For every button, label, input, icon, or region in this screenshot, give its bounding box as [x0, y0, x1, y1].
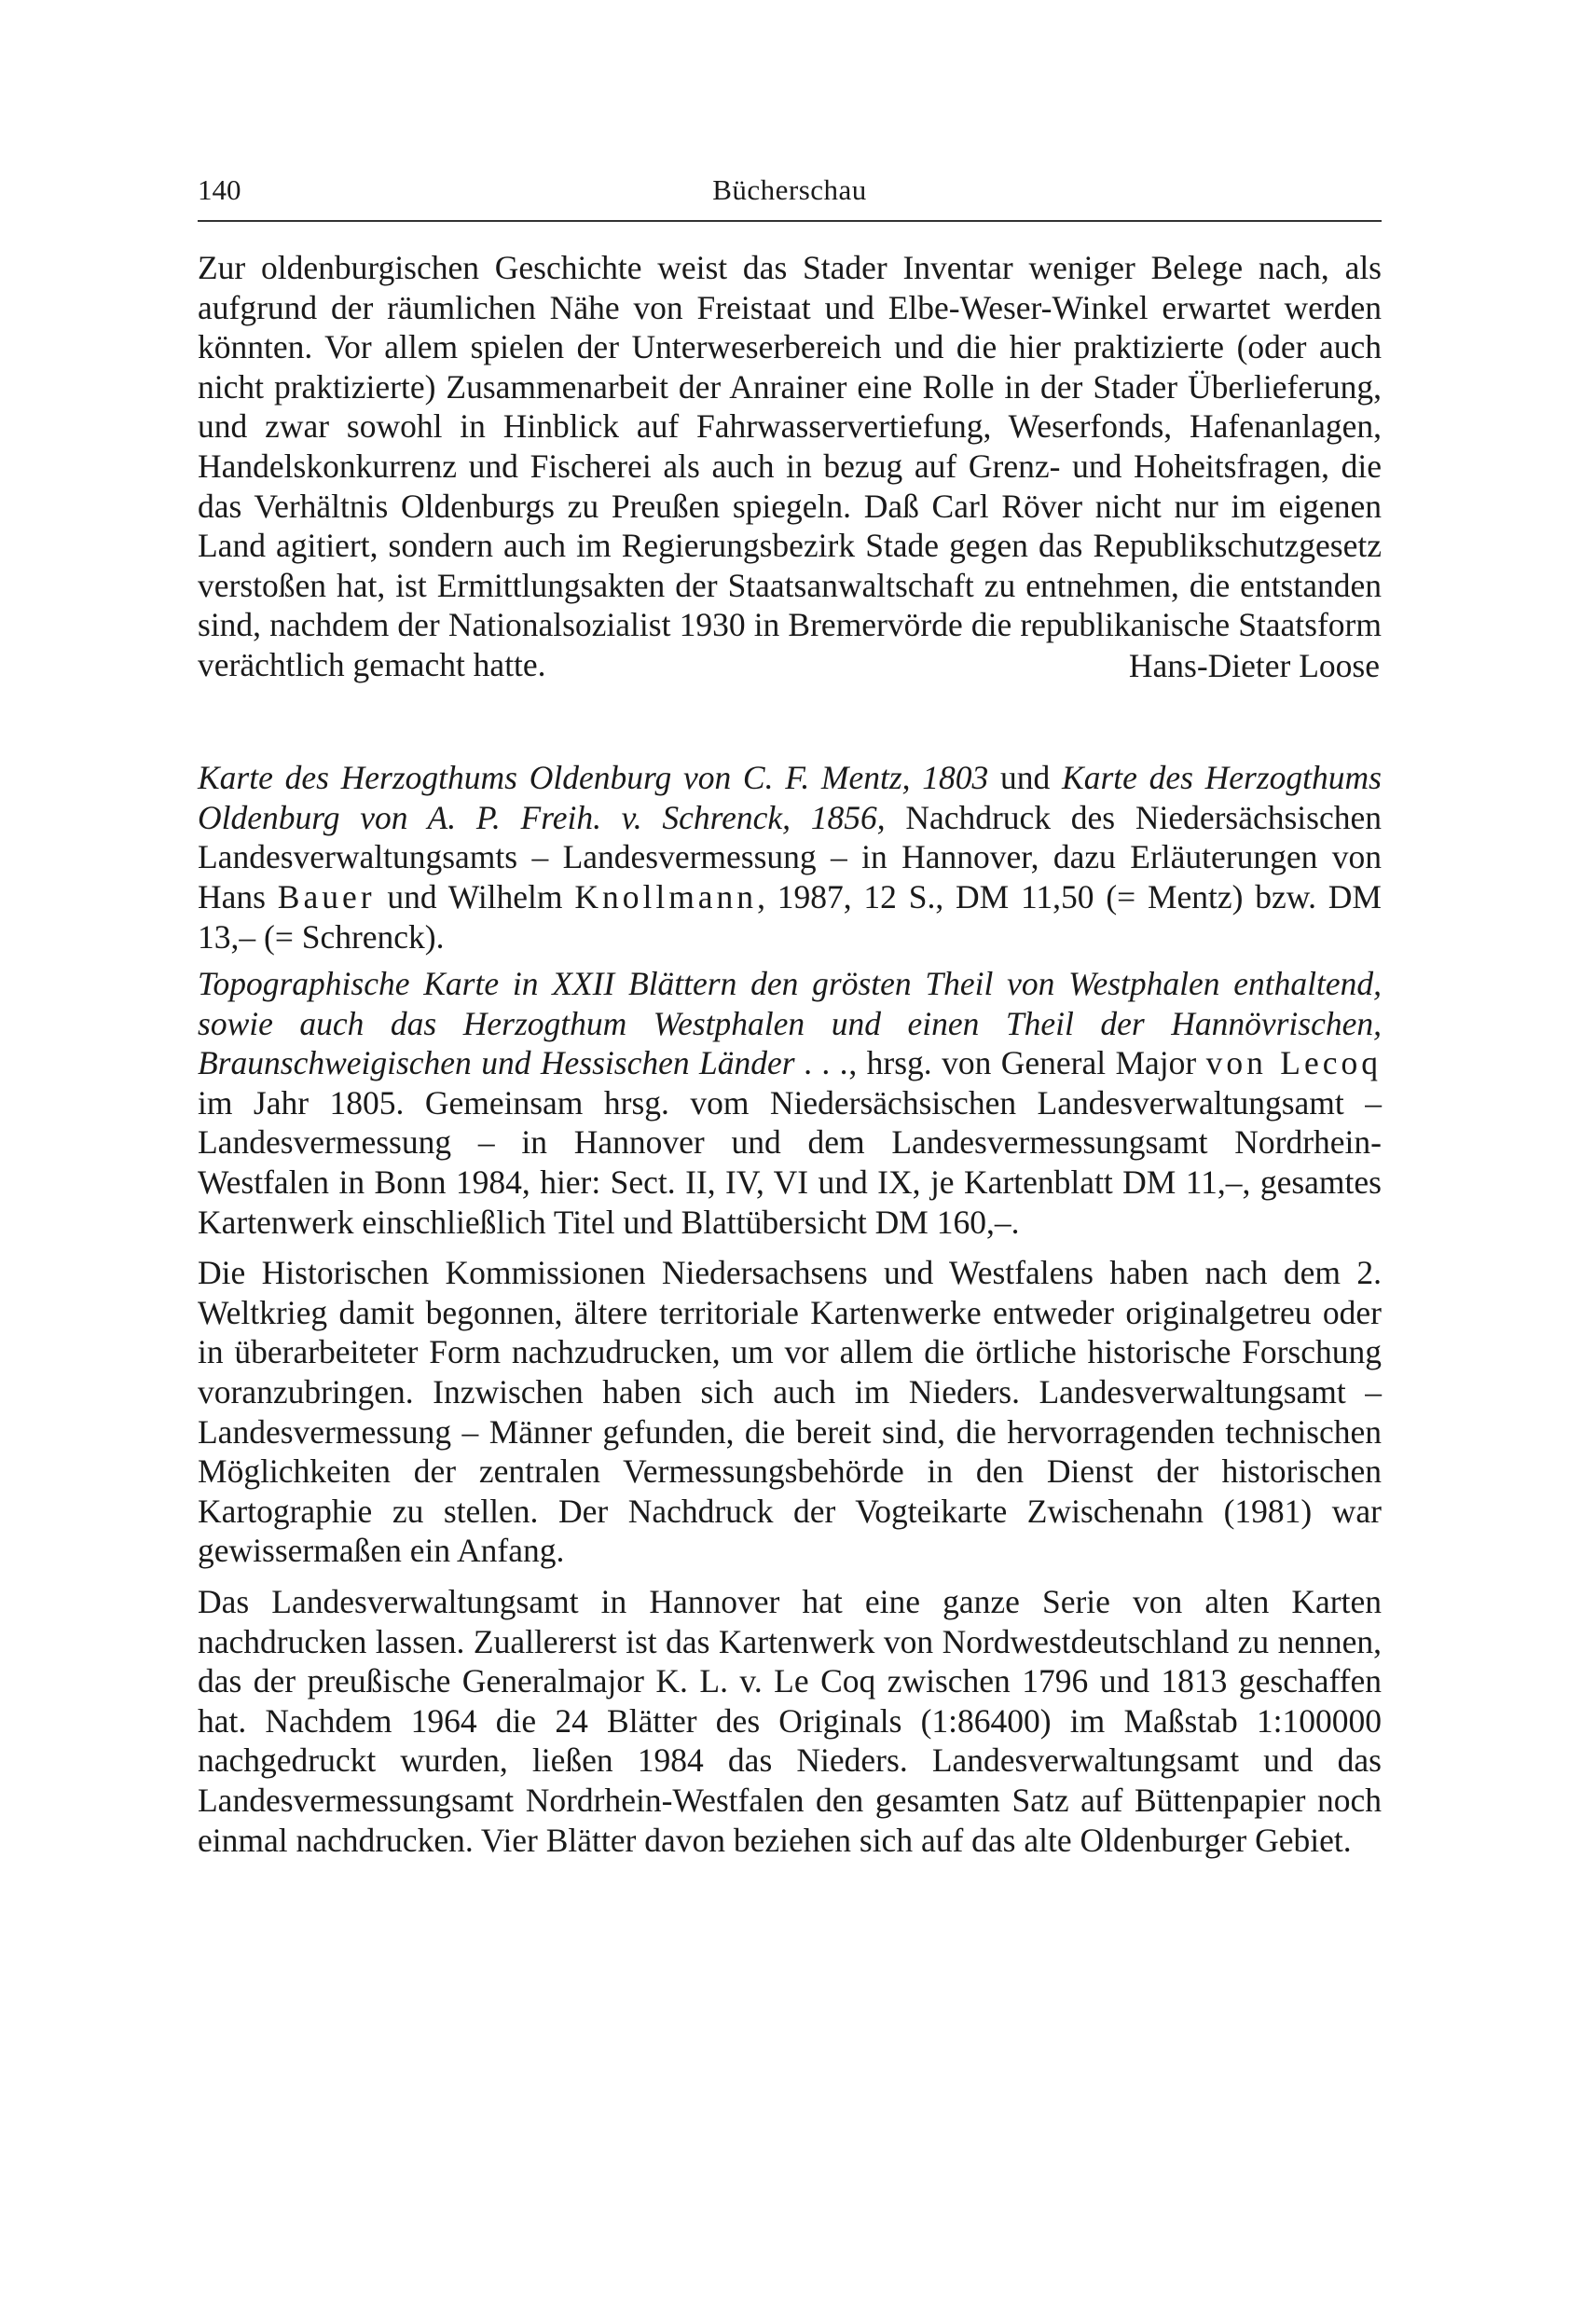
bibliographic-entry-oldenburg-maps	[198, 758, 1382, 956]
review-author: Hans-Dieter Loose	[1128, 646, 1380, 684]
conjunction: und	[988, 759, 1063, 797]
review-historische-karten	[198, 758, 1382, 1860]
review-paragraph: Das Landesverwaltungsamt in Hannover hat eine ganze Serie von alten Karten nachdrucken lassen. Zuallererst ist das Kartenwerk von Nordwestdeutschland zu nennen, das der preußische Generalmajor K. L. v. Le Coq zwischen 1796 und 1813 geschaffen hat. Nachdem 1964 die 24 Blätter des Originals (1:86400) im Maßstab 1:100000 nachgedruckt wurden, ließen 1984 das Nieders. Landesverwaltungsamt und das Landesvermessungsamt Nordrhein-Westfalen den gesamten Satz auf Büttenpapier noch einmal nachdrucken. Vier Blätter davon beziehen sich auf das alte Oldenburger Gebiet.	[198, 1583, 1382, 1859]
book-title-topographische-karte: Topographische Karte in XXII Blättern den grösten Theil von Westphalen enthaltend, sowie auch das Herzogthum Westphalen und einen Theil der Hannövrischen, Braunschweigischen und Hessischen Länder . . .	[198, 965, 1382, 1082]
publication-details: Nachdruck des Niedersächsischen Landesverwaltungsamts – Landesvermessung – in Hannover, dazu Erläuterungen von Hans	[198, 798, 1382, 915]
page-header	[198, 168, 1382, 213]
header-rule	[198, 220, 1382, 222]
page-number: 140	[198, 173, 241, 206]
editor-name-bauer: Bauer	[277, 877, 376, 915]
publication-details: und Wilhelm	[375, 877, 575, 915]
editor-name-lecoq: von Lecoq	[1205, 1044, 1382, 1082]
bibliographic-entry-westphalen-map	[198, 964, 1382, 1242]
publication-details: , 1987, 12 S., DM 11,50 (= Mentz) bzw. DM 13,– (= Schrenck).	[198, 877, 1382, 956]
book-title-mentz: Karte des Herzogthums Oldenburg von C. F. Mentz, 1803	[198, 759, 989, 797]
section-spacer	[198, 685, 1382, 758]
editor-name-knollmann: Knollmann	[574, 877, 758, 915]
publication-details: , hrsg. von General Major	[848, 1044, 1206, 1082]
review-stader-inventar	[198, 248, 1382, 685]
review-paragraph: Die Historischen Kommissionen Niedersachsens und Westfalens haben nach dem 2. Weltkrieg damit begonnen, ältere territoriale Kartenwerke entweder originalgetreu oder in überarbeiteter Form nachzudrucken, um vor allem die örtliche historische Forschung voranzubringen. Inzwischen haben sich auch im Nieders. Landesverwaltungsamt – Landesvermessung – Männer gefunden, die bereit sind, die hervorragenden technischen Möglichkeiten der zentralen Vermessungsbehörde in den Dienst der historischen Kartographie zu stellen. Der Nachdruck der Vogteikarte Zwischenahn (1981) war gewissermaßen ein Anfang.	[198, 1254, 1382, 1570]
book-page	[198, 168, 1382, 1860]
book-title-schrenck: Karte des Herzogthums Oldenburg von A. P. Freih. v. Schrenck, 1856,	[198, 759, 1382, 836]
running-head: Bücherschau	[712, 173, 867, 206]
publication-details: im Jahr 1805. Gemeinsam hrsg. vom Niedersächsischen Landesverwaltungsamt – Landesvermessung – in Hannover und dem Landesvermessungsamt Nordrhein-Westfalen in Bonn 1984, hier: Sect. II, IV, VI und IX, je Kartenblatt DM 11,–, gesamtes Kartenwerk einschließlich Titel und Blattübersicht DM 160,–.	[198, 1083, 1382, 1241]
review-paragraph: Zur oldenburgischen Geschichte weist das Stader Inventar weniger Belege nach, als aufgrund der räumlichen Nähe von Freistaat und Elbe-Weser-Winkel erwartet werden könnten. Vor allem spielen der Unterweserbereich und die hier praktizierte (oder auch nicht praktizierte) Zusammenarbeit der Anrainer eine Rolle in der Stader Überlieferung, und zwar sowohl in Hinblick auf Fahrwasservertiefung, Weserfonds, Hafenanlagen, Handelskonkurrenz und Fischerei als auch in bezug auf Grenz- und Hoheitsfragen, die das Verhältnis Oldenburgs zu Preußen spiegeln. Daß Carl Röver nicht nur im eigenen Land agitiert, sondern auch im Regierungsbezirk Stade gegen das Republikschutzgesetz verstoßen hat, ist Ermittlungsakten der Staatsanwaltschaft zu entnehmen, die entstanden sind, nachdem der Nationalsozialist 1930 in Bremervörde die republikanische Staatsform verächtlich gemacht hatte.	[198, 249, 1382, 683]
